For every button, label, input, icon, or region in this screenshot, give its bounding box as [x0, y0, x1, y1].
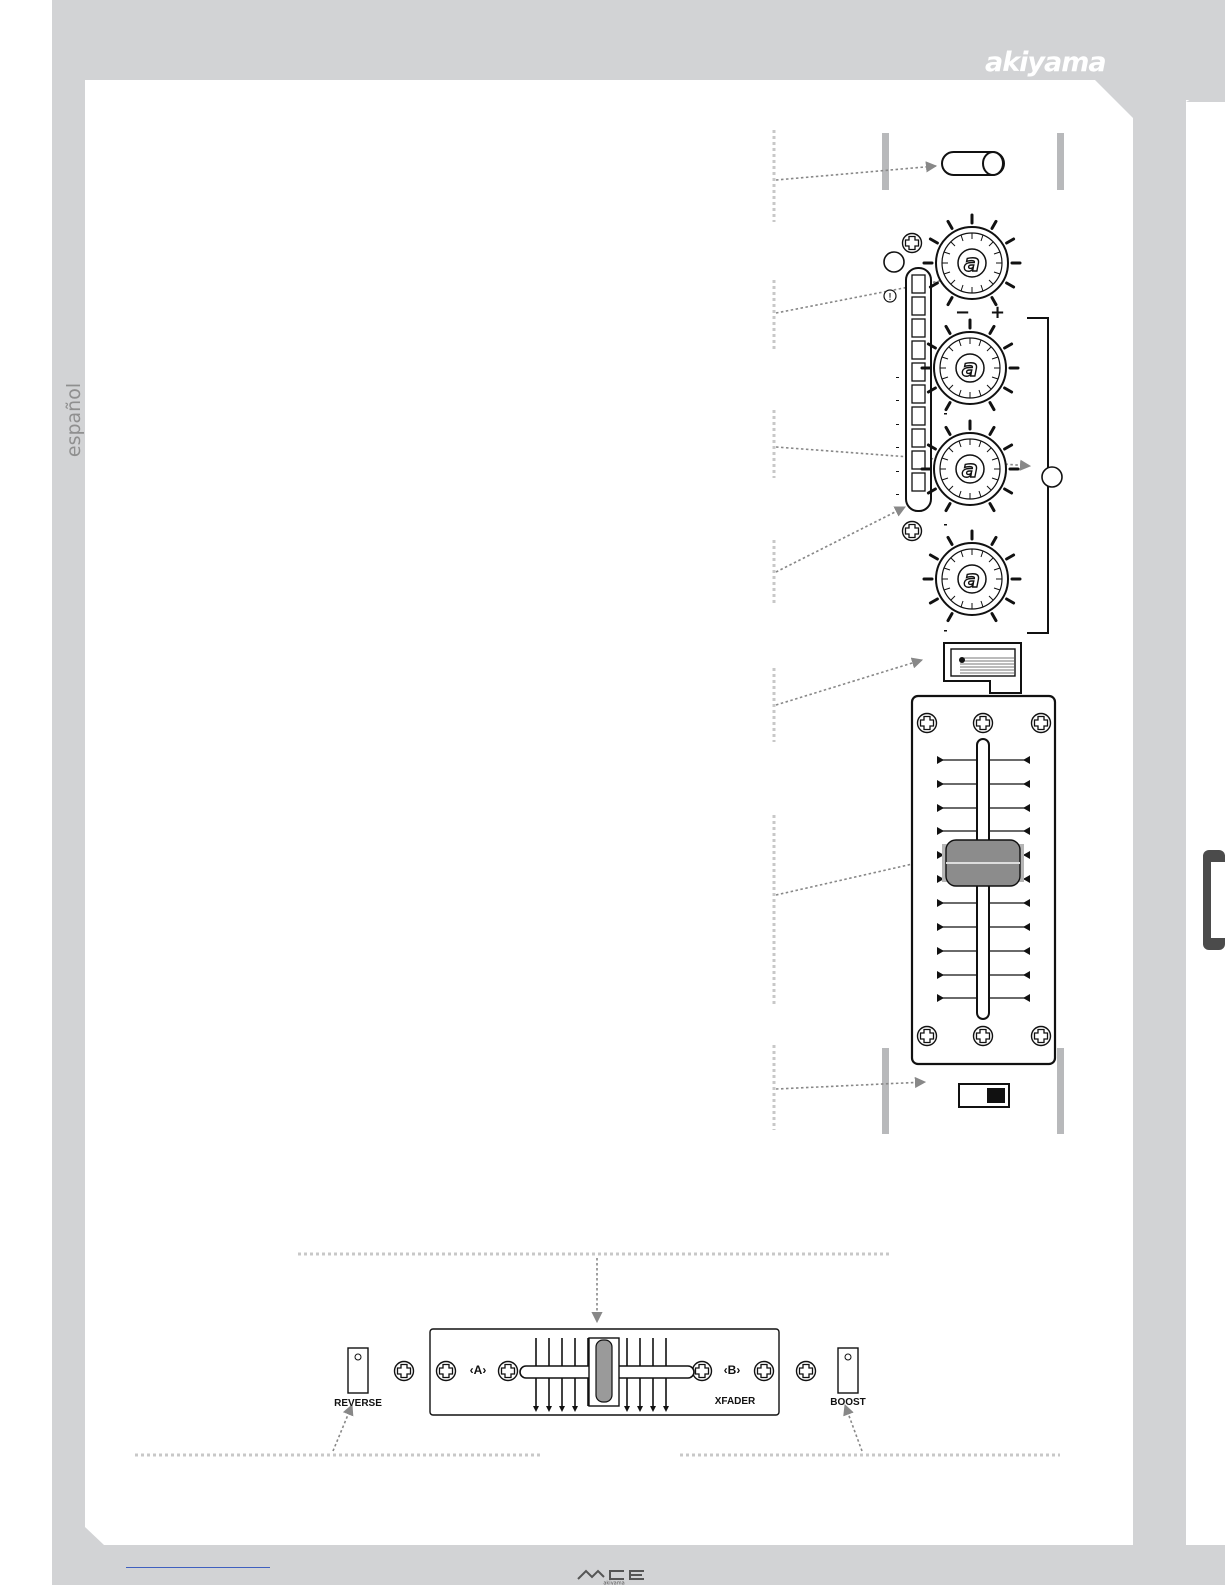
- footer-logo: [574, 1566, 654, 1585]
- channel-a-label: ‹A›: [469, 1363, 487, 1377]
- svg-text:!: !: [887, 292, 893, 303]
- brand-logo: akiyama: [985, 47, 1106, 78]
- xfader-label: XFADER: [714, 1396, 756, 1407]
- language-tab: [54, 380, 90, 460]
- svg-text:akiyama: akiyama: [603, 1580, 625, 1585]
- cue-button-icon: [944, 643, 1021, 693]
- svg-text:−: −: [955, 302, 971, 323]
- svg-text:+: +: [990, 302, 1006, 323]
- boost-button-label: BOOST: [830, 1397, 866, 1408]
- crossfader-knob: [589, 1338, 619, 1406]
- footer-link-underline[interactable]: [126, 1567, 270, 1568]
- channel-b-label: ‹B›: [723, 1363, 741, 1377]
- top-toggle-icon: [942, 152, 1004, 175]
- reverse-button-label: REVERSE: [334, 1398, 382, 1409]
- channel-fader-knob: [942, 840, 1024, 886]
- language-label: español: [63, 382, 85, 458]
